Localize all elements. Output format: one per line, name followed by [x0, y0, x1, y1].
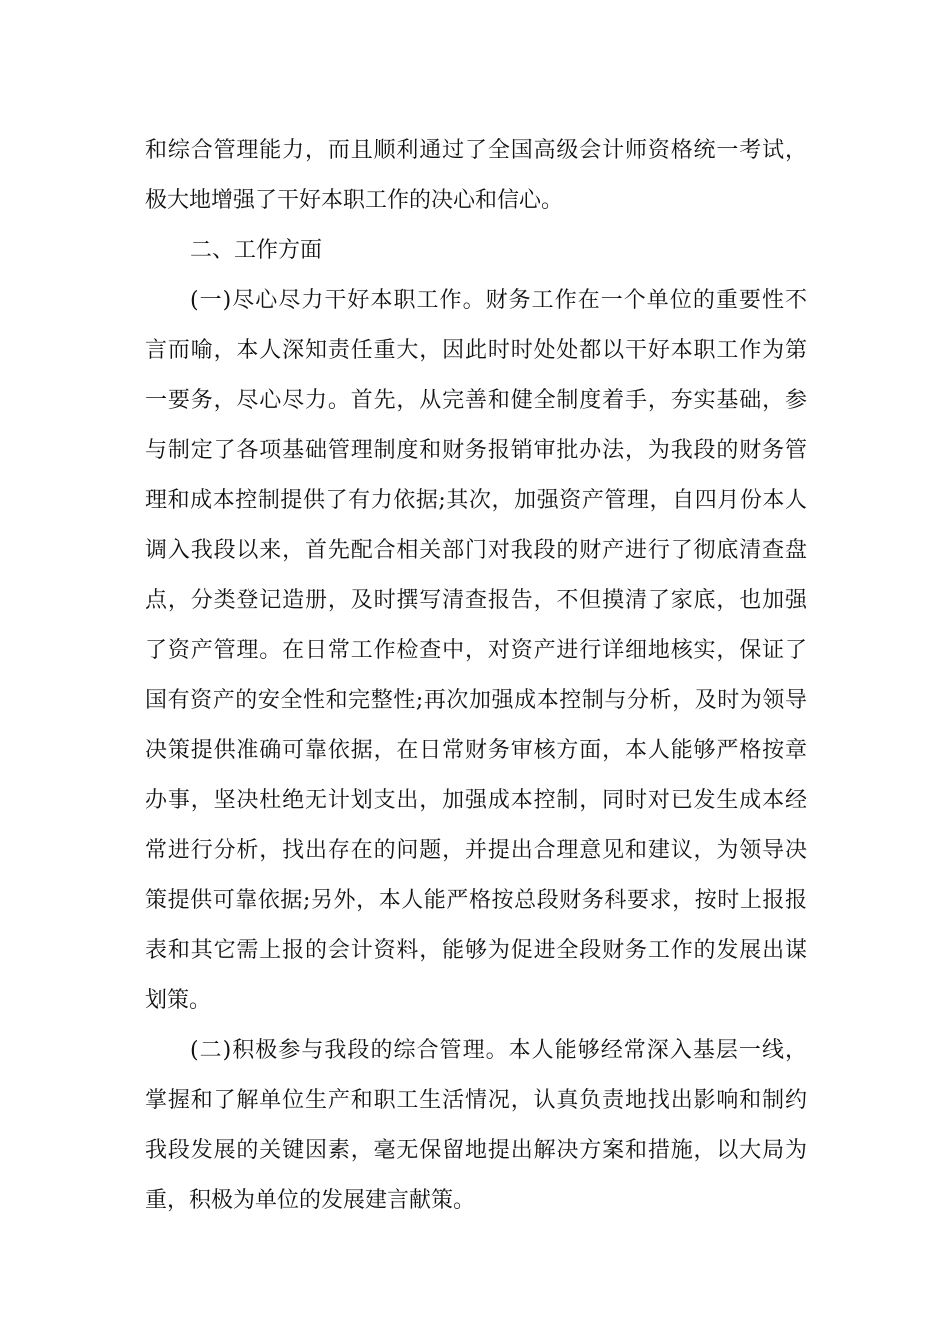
paragraph-line: 策提供可靠依据;另外，本人能严格按总段财务科要求，按时上报报 [145, 888, 807, 913]
section-heading: 二、工作方面 [190, 238, 323, 263]
paragraph-line: 划策。 [145, 988, 212, 1013]
text-line: 和综合管理能力，而且顺利通过了全国高级会计师资格统一考试， [145, 138, 807, 163]
paragraph-line: 掌握和了解单位生产和职工生活情况，认真负责地找出影响和制约 [145, 1088, 807, 1113]
paragraph-line: 言而喻，本人深知责任重大，因此时时处处都以干好本职工作为第 [145, 338, 807, 363]
paragraph-line: 常进行分析，找出存在的问题，并提出合理意见和建议，为领导决 [145, 838, 807, 863]
paragraph-line: 与制定了各项基础管理制度和财务报销审批办法，为我段的财务管 [145, 438, 807, 463]
text-line: 极大地增强了干好本职工作的决心和信心。 [145, 188, 564, 213]
paragraph-line: (一)尽心尽力干好本职工作。财务工作在一个单位的重要性不 [190, 288, 807, 313]
paragraph-line: 决策提供准确可靠依据，在日常财务审核方面，本人能够严格按章 [145, 738, 807, 763]
paragraph-line: 点，分类登记造册，及时撰写清查报告，不但摸清了家底，也加强 [145, 588, 807, 613]
paragraph-line: 办事，坚决杜绝无计划支出，加强成本控制，同时对已发生成本经 [145, 788, 807, 813]
paragraph-line: 国有资产的安全性和完整性;再次加强成本控制与分析，及时为领导 [145, 688, 807, 713]
paragraph-line: 我段发展的关键因素，毫无保留地提出解决方案和措施，以大局为 [145, 1138, 807, 1163]
paragraph-line: 理和成本控制提供了有力依据;其次，加强资产管理，自四月份本人 [145, 488, 807, 513]
paragraph-line: (二)积极参与我段的综合管理。本人能够经常深入基层一线， [190, 1038, 807, 1063]
paragraph-line: 表和其它需上报的会计资料，能够为促进全段财务工作的发展出谋 [145, 938, 807, 963]
paragraph-line: 了资产管理。在日常工作检查中，对资产进行详细地核实，保证了 [145, 638, 807, 663]
paragraph-line: 重，积极为单位的发展建言献策。 [145, 1188, 476, 1213]
paragraph-line: 调入我段以来，首先配合相关部门对我段的财产进行了彻底清查盘 [145, 538, 807, 563]
paragraph-line: 一要务，尽心尽力。首先，从完善和健全制度着手，夯实基础，参 [145, 388, 807, 413]
